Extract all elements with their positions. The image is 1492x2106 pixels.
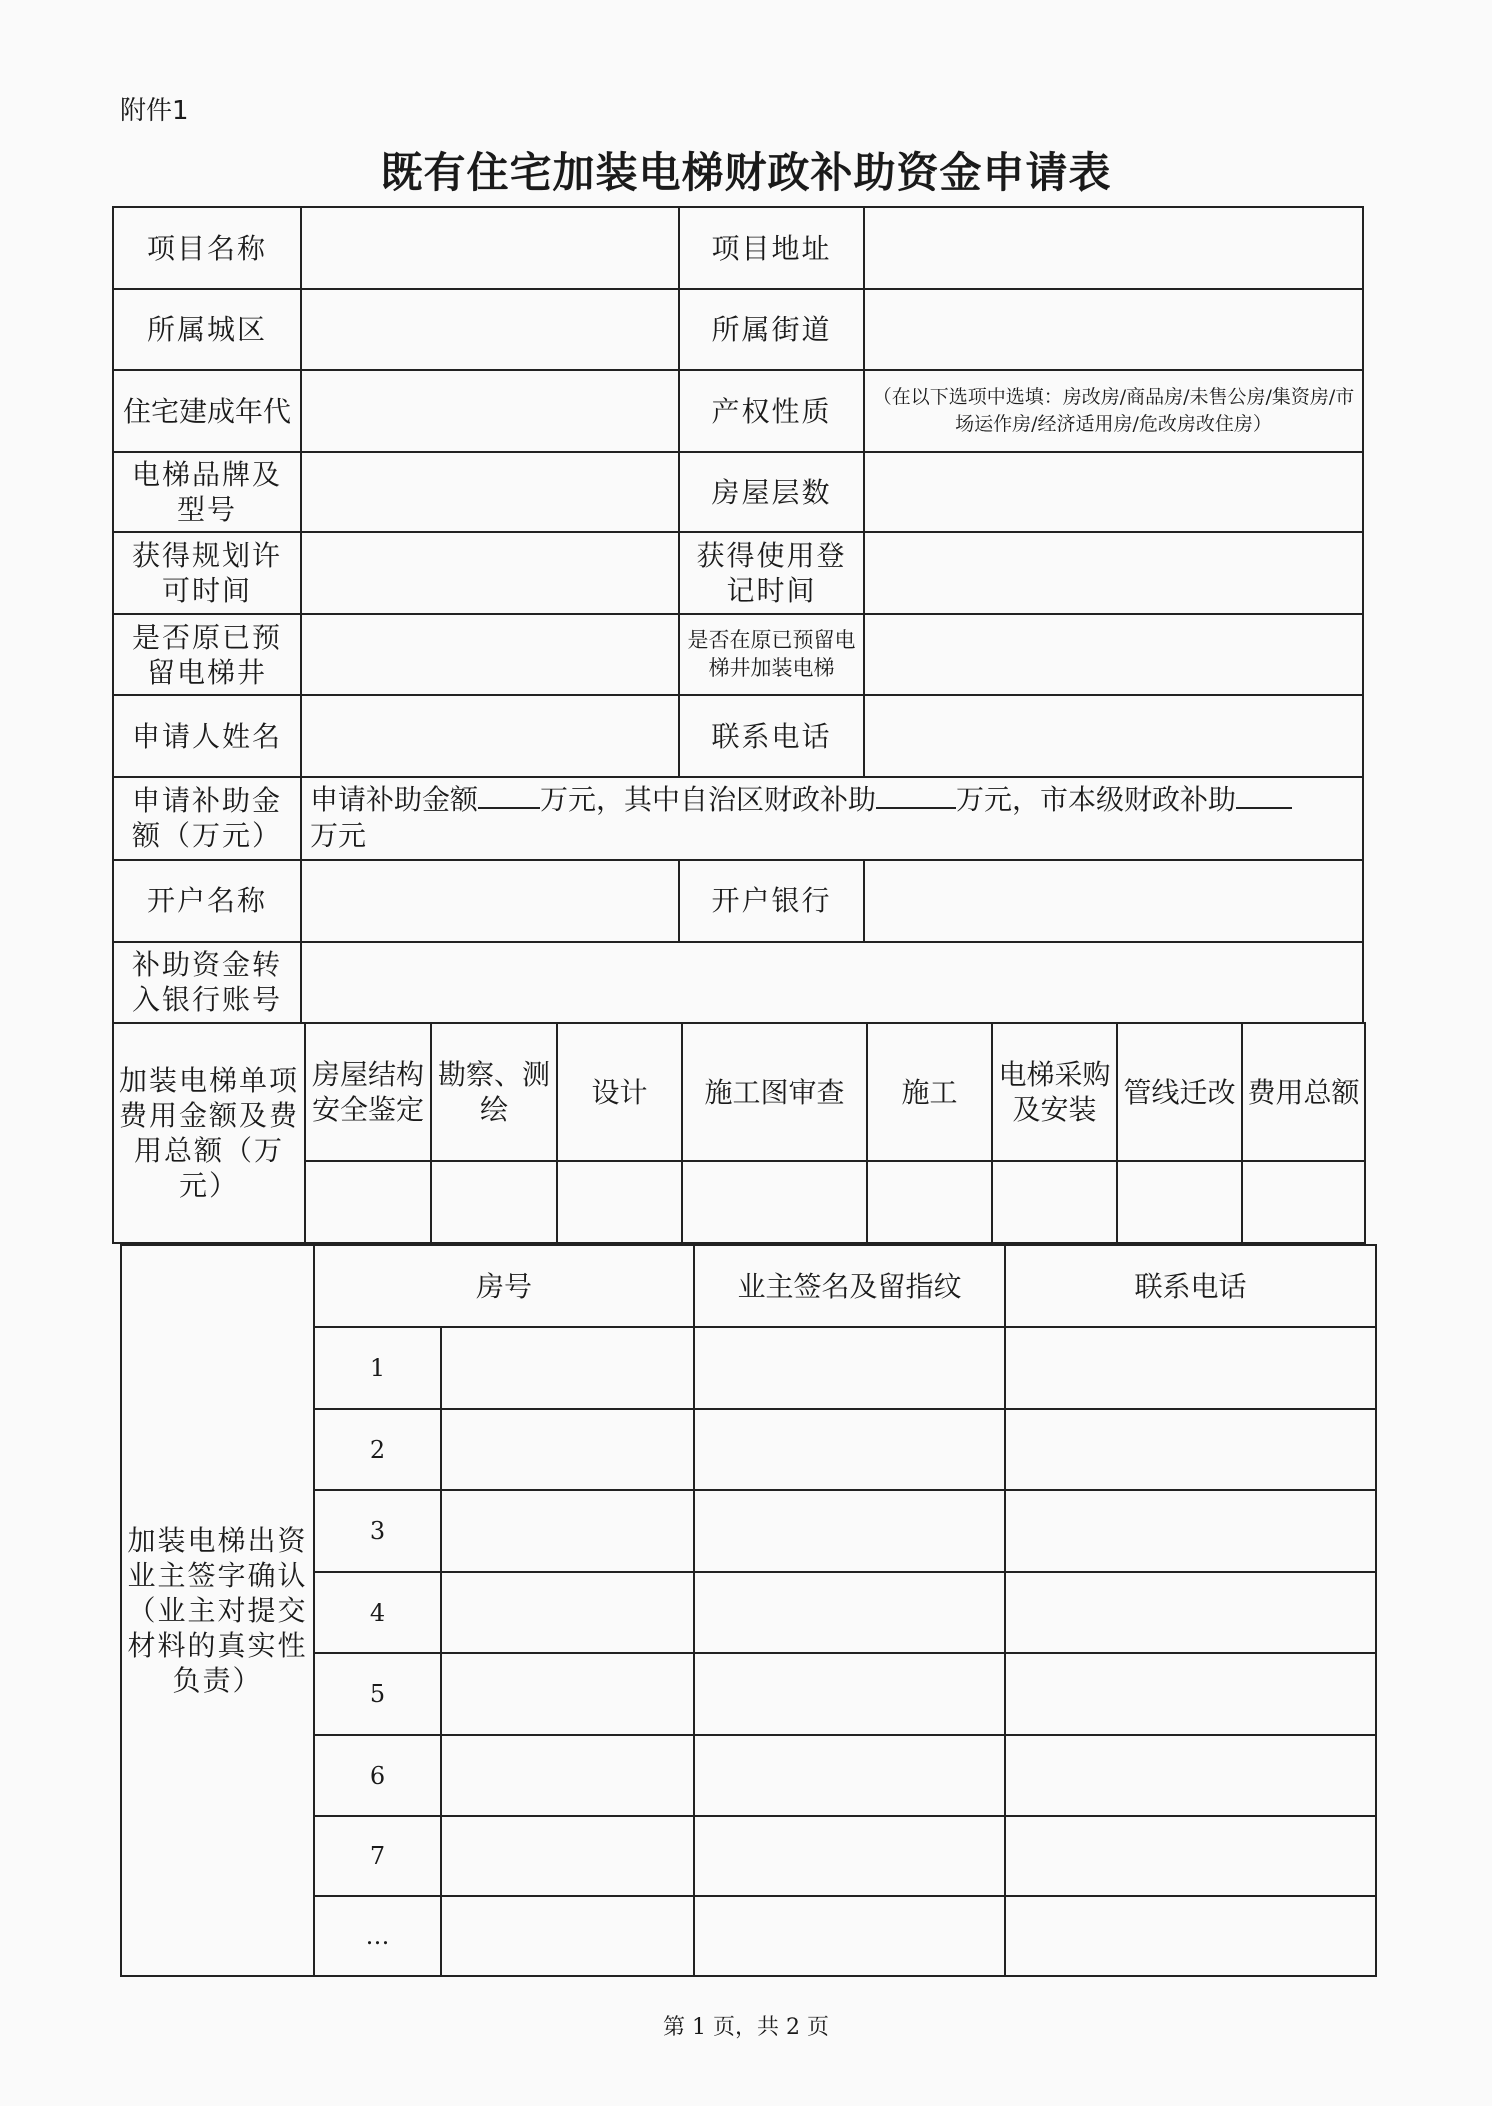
signature-field[interactable] — [694, 1572, 1005, 1653]
form-row — [113, 532, 1363, 614]
form-row — [113, 942, 1363, 1023]
account-number-field[interactable] — [301, 942, 1363, 1023]
elevator-brand-field[interactable] — [301, 452, 679, 532]
install-in-shaft-field[interactable] — [864, 614, 1363, 695]
owner-row-number: 7 — [314, 1816, 441, 1896]
cost-value-field[interactable] — [1117, 1161, 1242, 1243]
signature-field[interactable] — [694, 1816, 1005, 1896]
build-year-field[interactable] — [301, 370, 679, 452]
registration-time-field[interactable] — [864, 532, 1363, 614]
planning-permit-time-label: 获得规划许可时间 — [113, 532, 301, 614]
subsidy-amount-label: 申请补助金额（万元） — [113, 777, 301, 860]
phone-field[interactable] — [1005, 1816, 1376, 1896]
project-name-field[interactable] — [301, 207, 679, 289]
phone-field[interactable] — [1005, 1572, 1376, 1653]
attachment-label: 附件1 — [120, 96, 189, 126]
cost-item-header: 费用总额 — [1242, 1023, 1365, 1161]
cost-value-field[interactable] — [682, 1161, 867, 1243]
signature-field[interactable] — [694, 1735, 1005, 1816]
contact-phone-label: 联系电话 — [679, 695, 864, 777]
contact-phone-field[interactable] — [864, 695, 1363, 777]
cost-header-row — [113, 1023, 1365, 1161]
application-form-table — [112, 206, 1364, 1024]
regional-subsidy-blank[interactable] — [876, 783, 956, 809]
district-label: 所属城区 — [113, 289, 301, 370]
owner-row-number: 4 — [314, 1572, 441, 1653]
phone-header: 联系电话 — [1005, 1245, 1376, 1327]
project-address-field[interactable] — [864, 207, 1363, 289]
room-field[interactable] — [441, 1653, 694, 1735]
form-row — [113, 695, 1363, 777]
signature-field[interactable] — [694, 1896, 1005, 1976]
owner-row-number: 3 — [314, 1490, 441, 1572]
signature-field[interactable] — [694, 1653, 1005, 1735]
phone-field[interactable] — [1005, 1653, 1376, 1735]
cost-value-field[interactable] — [557, 1161, 682, 1243]
reserved-shaft-label: 是否原已预留电梯井 — [113, 614, 301, 695]
account-name-label: 开户名称 — [113, 860, 301, 942]
cost-item-header: 勘察、测绘 — [431, 1023, 557, 1161]
signature-field[interactable] — [694, 1490, 1005, 1572]
subsidy-text-1: 申请补助金额 — [310, 783, 479, 816]
room-field[interactable] — [441, 1327, 694, 1409]
room-field[interactable] — [441, 1735, 694, 1816]
page-title: 既有住宅加装电梯财政补助资金申请表 — [380, 148, 1112, 197]
cost-item-header: 房屋结构安全鉴定 — [305, 1023, 431, 1161]
signature-header: 业主签名及留指纹 — [694, 1245, 1005, 1327]
subsidy-text-3: 万元，市本级财政补助 — [956, 783, 1237, 816]
bank-field[interactable] — [864, 860, 1363, 942]
owner-row-number: 6 — [314, 1735, 441, 1816]
applicant-name-field[interactable] — [301, 695, 679, 777]
cost-section-label: 加装电梯单项费用金额及费用总额（万元） — [113, 1023, 305, 1243]
applicant-name-label: 申请人姓名 — [113, 695, 301, 777]
signature-field[interactable] — [694, 1409, 1005, 1490]
planning-permit-time-field[interactable] — [301, 532, 679, 614]
cost-item-header: 管线迁改 — [1117, 1023, 1242, 1161]
phone-field[interactable] — [1005, 1327, 1376, 1409]
cost-value-field[interactable] — [992, 1161, 1117, 1243]
registration-time-label: 获得使用登记时间 — [679, 532, 864, 614]
owner-row-number: … — [314, 1896, 441, 1976]
form-row — [113, 452, 1363, 532]
cost-item-header: 电梯采购及安装 — [992, 1023, 1117, 1161]
city-subsidy-blank[interactable] — [1236, 783, 1292, 809]
subsidy-total-blank[interactable] — [478, 783, 540, 809]
form-row — [113, 860, 1363, 942]
cost-value-field[interactable] — [431, 1161, 557, 1243]
cost-value-field[interactable] — [867, 1161, 992, 1243]
bank-label: 开户银行 — [679, 860, 864, 942]
owner-section-label: 加装电梯出资业主签字确认（业主对提交材料的真实性负责） — [121, 1245, 314, 1976]
cost-item-header: 施工图审查 — [682, 1023, 867, 1161]
elevator-brand-label: 电梯品牌及型号 — [113, 452, 301, 532]
floors-field[interactable] — [864, 452, 1363, 532]
subsidy-text-4: 万元 — [310, 819, 367, 853]
cost-table — [112, 1022, 1366, 1244]
floors-label: 房屋层数 — [679, 452, 864, 532]
signature-field[interactable] — [694, 1327, 1005, 1409]
install-in-shaft-label: 是否在原已预留电梯井加装电梯 — [679, 614, 864, 695]
form-row — [113, 777, 1363, 860]
form-row — [113, 614, 1363, 695]
owner-row-number: 5 — [314, 1653, 441, 1735]
form-row — [113, 207, 1363, 289]
district-field[interactable] — [301, 289, 679, 370]
owner-header-row — [121, 1245, 1376, 1327]
street-label: 所属街道 — [679, 289, 864, 370]
owner-signature-table — [120, 1244, 1377, 1977]
reserved-shaft-field[interactable] — [301, 614, 679, 695]
project-name-label: 项目名称 — [113, 207, 301, 289]
room-field[interactable] — [441, 1490, 694, 1572]
cost-value-field[interactable] — [305, 1161, 431, 1243]
subsidy-amount-sentence — [301, 777, 1363, 860]
form-row — [113, 370, 1363, 452]
page-number: 第 1 页，共 2 页 — [663, 2015, 829, 2040]
street-field[interactable] — [864, 289, 1363, 370]
room-field[interactable] — [441, 1409, 694, 1490]
project-address-label: 项目地址 — [679, 207, 864, 289]
room-field[interactable] — [441, 1896, 694, 1976]
room-header: 房号 — [314, 1245, 694, 1327]
subsidy-text-2: 万元，其中自治区财政补助 — [540, 783, 877, 816]
property-type-note[interactable]: （在以下选项中选填：房改房/商品房/未售公房/集资房/市场运作房/经济适用房/危改房改住房） — [864, 370, 1363, 452]
phone-field[interactable] — [1005, 1896, 1376, 1976]
account-number-label: 补助资金转入银行账号 — [113, 942, 301, 1023]
cost-value-field[interactable] — [1242, 1161, 1365, 1243]
owner-row-number: 2 — [314, 1409, 441, 1490]
account-name-field[interactable] — [301, 860, 679, 942]
property-type-label: 产权性质 — [679, 370, 864, 452]
room-field[interactable] — [441, 1572, 694, 1653]
cost-item-header: 施工 — [867, 1023, 992, 1161]
phone-field[interactable] — [1005, 1490, 1376, 1572]
phone-field[interactable] — [1005, 1735, 1376, 1816]
build-year-label: 住宅建成年代 — [113, 370, 301, 452]
cost-item-header: 设计 — [557, 1023, 682, 1161]
form-row — [113, 289, 1363, 370]
owner-row-number: 1 — [314, 1327, 441, 1409]
phone-field[interactable] — [1005, 1409, 1376, 1490]
room-field[interactable] — [441, 1816, 694, 1896]
